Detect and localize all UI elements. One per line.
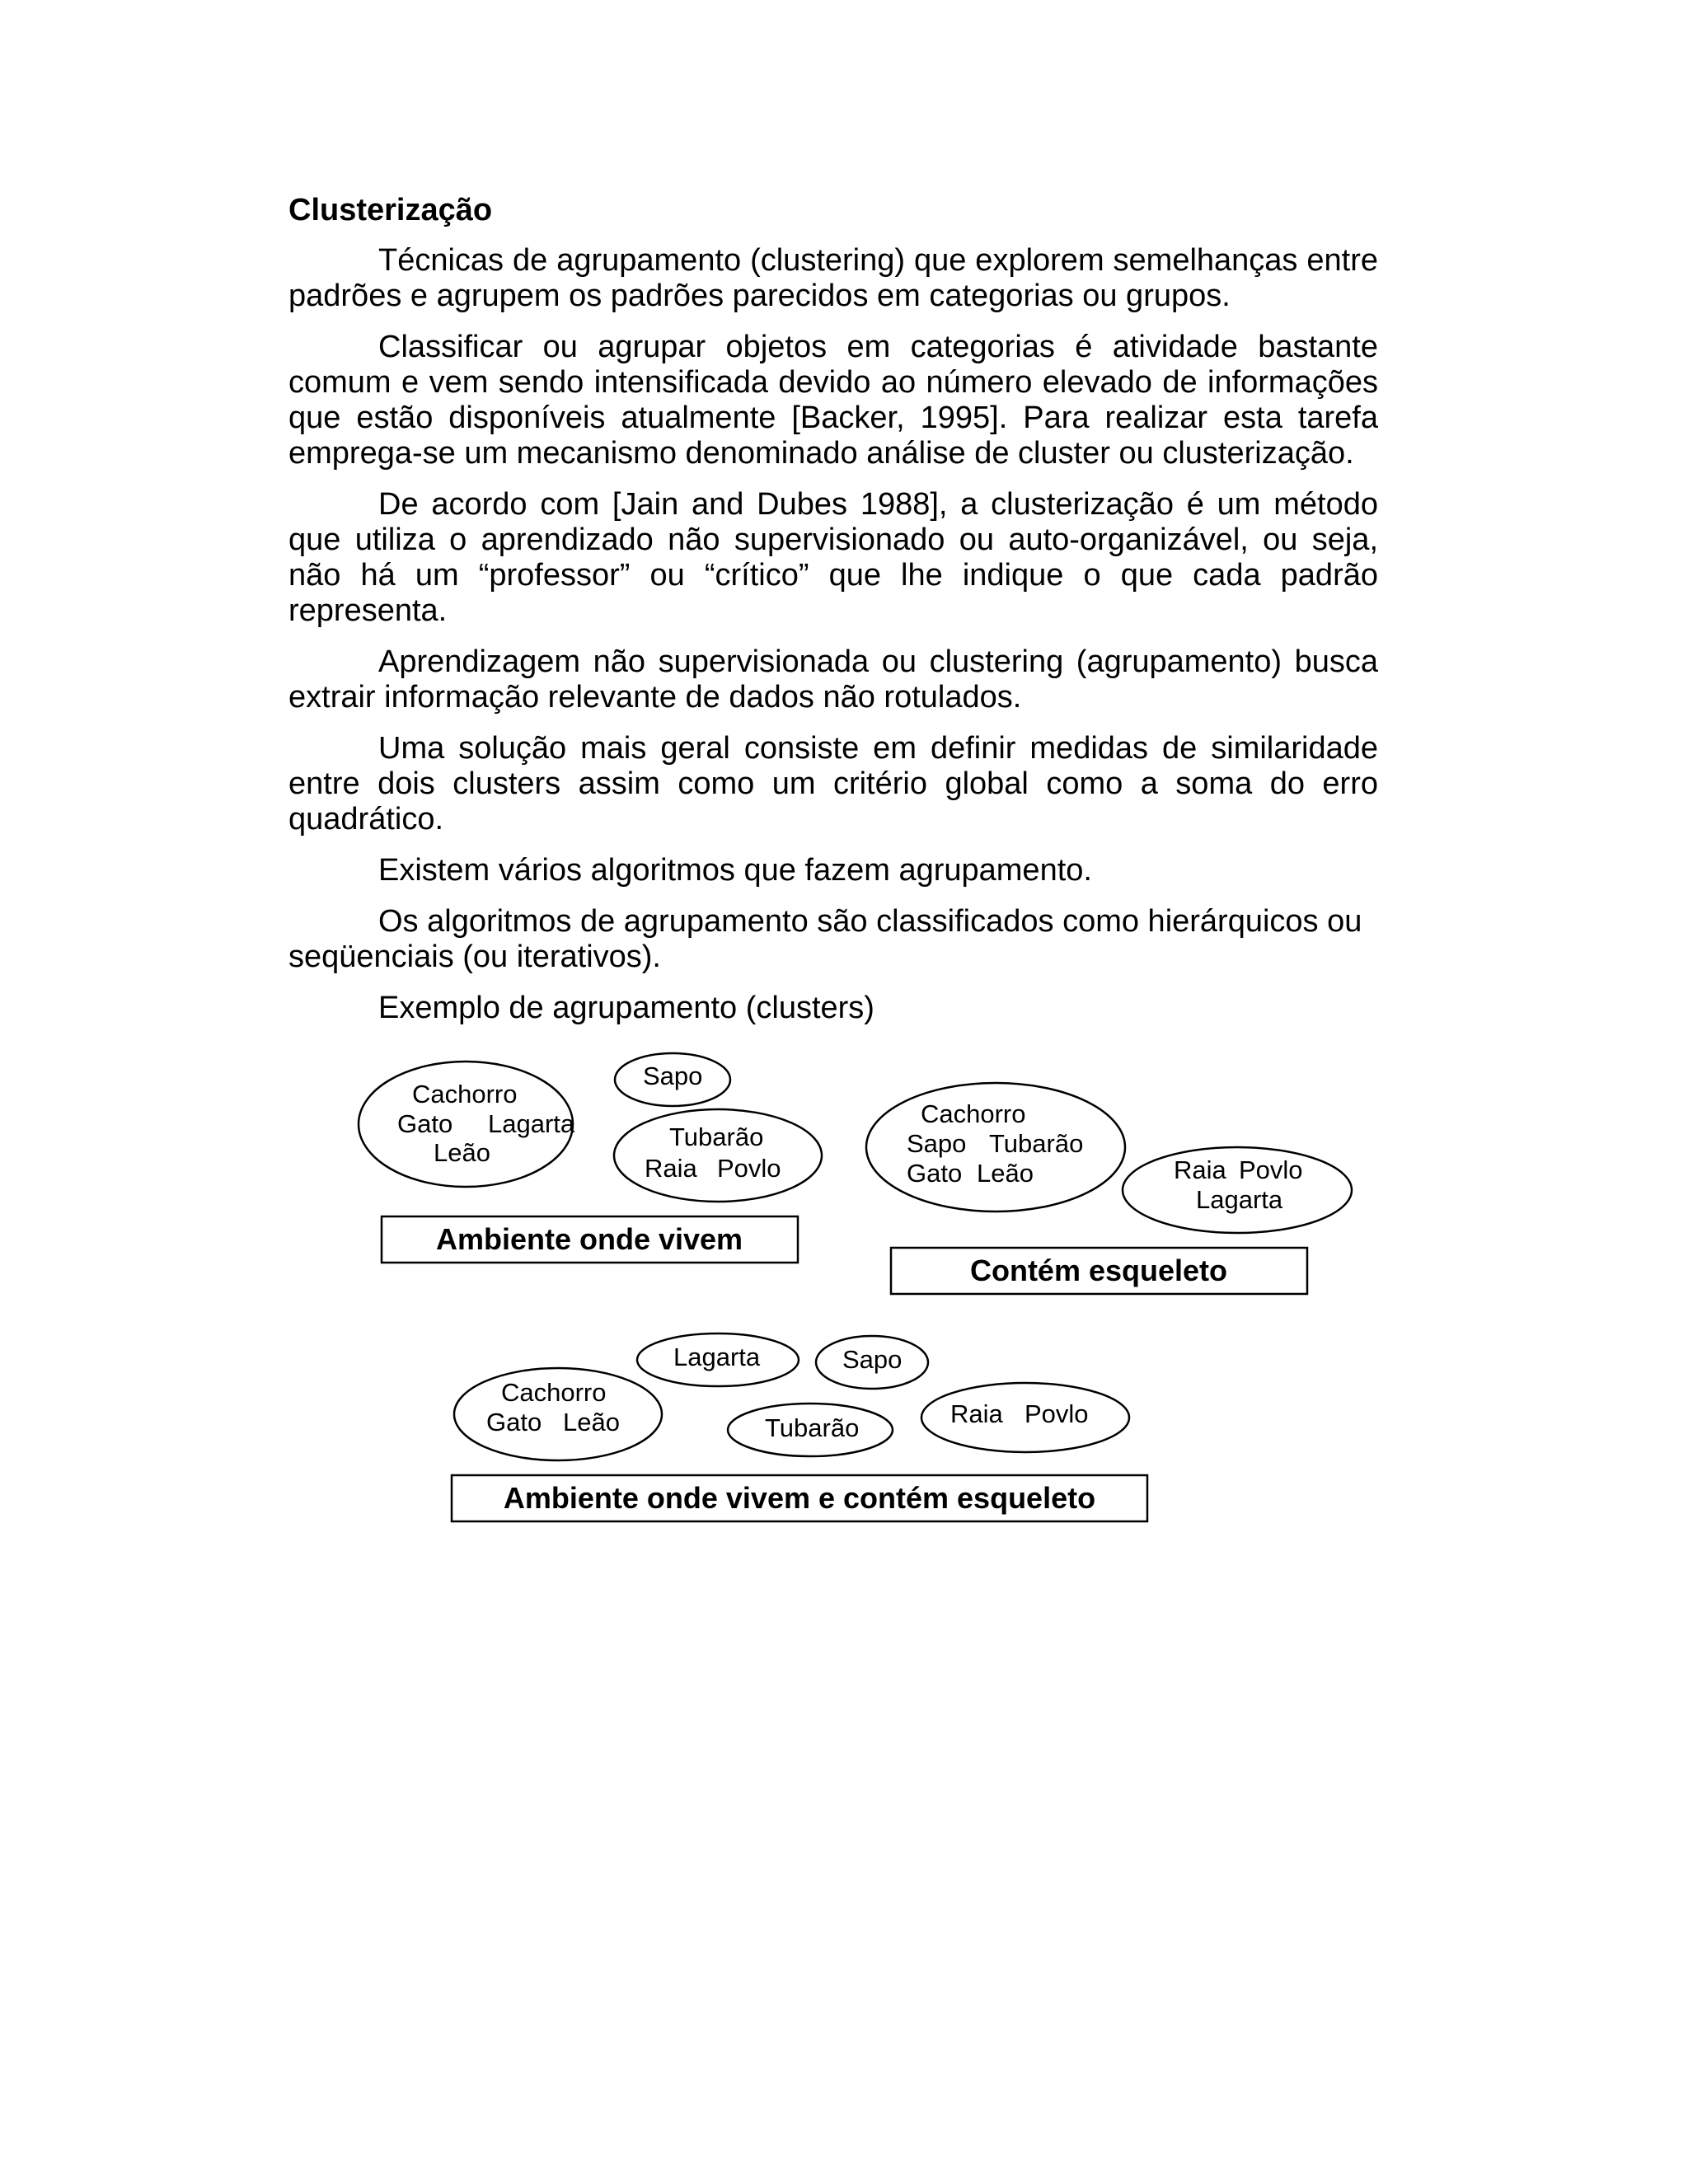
cluster-label: Leão xyxy=(977,1159,1034,1188)
diagram-habitat xyxy=(359,1053,822,1263)
cluster-label: Gato xyxy=(397,1109,453,1138)
cluster-label: Sapo xyxy=(907,1129,967,1158)
diagram-caption: Ambiente onde vivem xyxy=(435,1222,743,1256)
cluster-label: Povlo xyxy=(1025,1399,1089,1428)
cluster-label: Gato xyxy=(486,1408,542,1436)
cluster-label: Raia xyxy=(950,1399,1003,1428)
cluster-label: Povlo xyxy=(717,1154,781,1183)
diagram-skeleton xyxy=(866,1083,1352,1294)
section-heading: Clusterização xyxy=(288,193,493,227)
paragraph-5: Uma solução mais geral consiste em definir medidas de similaridade entre dois clusters assim como um critério global como a soma do erro quadrático. xyxy=(288,731,1378,837)
paragraph-3: De acordo com [Jain and Dubes 1988], a clusterização é um método que utiliza o aprendizado não supervisionado ou auto-organizável, ou seja, não há um “professor” ou “crítico” que lhe indique o que cada padrão representa. xyxy=(288,487,1378,628)
cluster-label: Lagarta xyxy=(488,1109,575,1138)
paragraph-8: Exemplo de agrupamento (clusters) xyxy=(378,991,874,1025)
diagram-combined xyxy=(452,1333,1147,1521)
cluster-label: Sapo xyxy=(643,1062,703,1090)
cluster-label: Tubarão xyxy=(669,1122,764,1151)
diagram-caption: Contém esqueleto xyxy=(969,1254,1228,1287)
cluster-label: Raia xyxy=(1174,1155,1226,1184)
cluster-label: Sapo xyxy=(842,1345,903,1374)
paragraph-7: Os algoritmos de agrupamento são classificados como hierárquicos ou seqüenciais (ou iterativos). xyxy=(288,904,1362,974)
cluster-label: Povlo xyxy=(1239,1155,1303,1184)
paragraph-6: Existem vários algoritmos que fazem agrupamento. xyxy=(378,853,1092,888)
paragraph-4: Aprendizagem não supervisionada ou clustering (agrupamento) busca extrair informação relevante de dados não rotulados. xyxy=(288,644,1378,715)
cluster-label: Leão xyxy=(563,1408,620,1436)
cluster-label: Raia xyxy=(645,1154,697,1183)
cluster-label: Lagarta xyxy=(1196,1185,1283,1214)
paragraph-1: Técnicas de agrupamento (clustering) que explorem semelhanças entre padrões e agrupem os padrões parecidos em categorias ou grupos. xyxy=(288,243,1378,313)
cluster-label: Lagarta xyxy=(673,1343,761,1371)
cluster-label: Gato xyxy=(907,1159,963,1188)
cluster-label: Cachorro xyxy=(412,1080,518,1108)
cluster-label: Tubarão xyxy=(989,1129,1084,1158)
diagram-caption: Ambiente onde vivem e contém esqueleto xyxy=(503,1481,1096,1515)
cluster-label: Leão xyxy=(434,1138,490,1167)
cluster-label: Cachorro xyxy=(921,1099,1026,1128)
paragraph-2: Classificar ou agrupar objetos em categorias é atividade bastante comum e vem sendo intensificada devido ao número elevado de informações que estão disponíveis atualmente [Backer, 1995]. Para realizar esta tarefa emprega-se um mecanismo denominado análise de cluster ou clusterização. xyxy=(288,330,1378,471)
cluster-label: Tubarão xyxy=(765,1413,860,1442)
cluster-label: Cachorro xyxy=(501,1378,607,1407)
